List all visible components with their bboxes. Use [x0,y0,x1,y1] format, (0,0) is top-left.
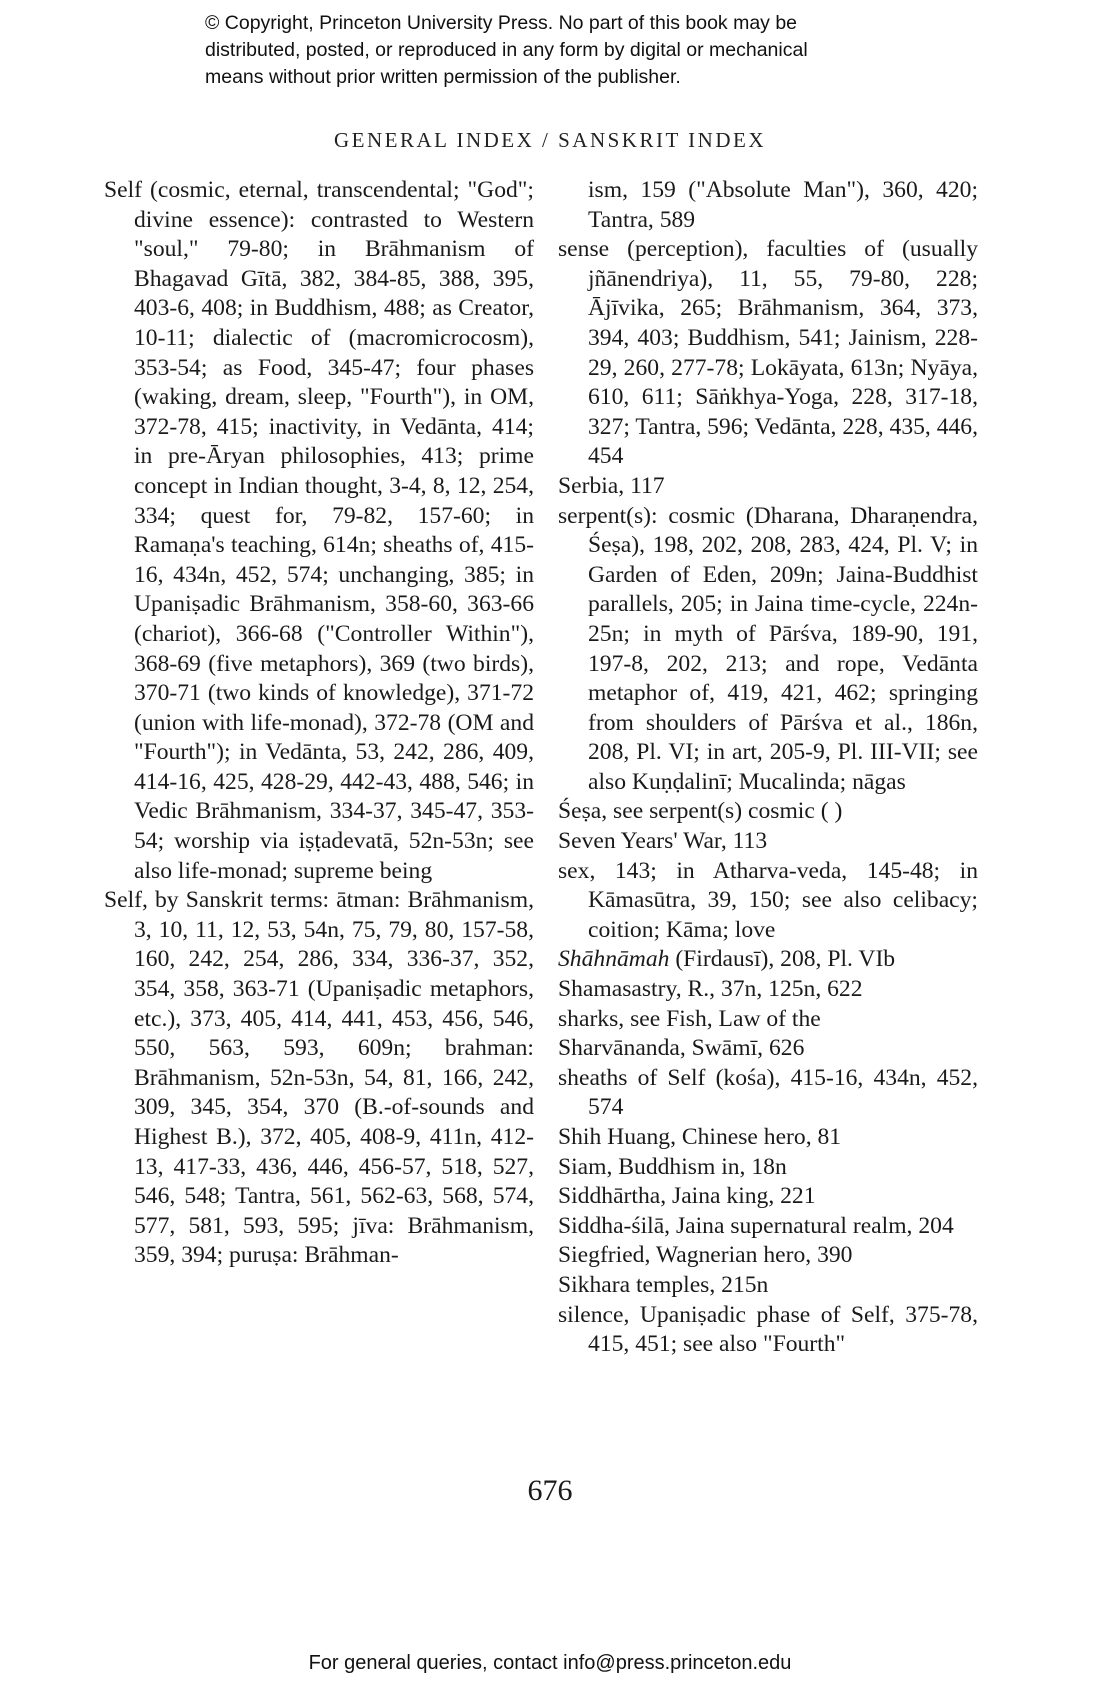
index-entry [558,472,978,502]
index-entry-text: Siddhārtha, Jaina king, 221 [558,1183,816,1210]
index-entry-text: Shamasastry, R., 37n, 125n, 622 [558,976,863,1003]
index-entry-text: Siegfried, Wagnerian hero, 390 [558,1242,853,1269]
index-entry-text: Shih Huang, Chinese hero, 81 [558,1124,842,1150]
copyright-notice [205,10,965,91]
index-entry-text: Siam, Buddhism in, 18n [558,1153,787,1180]
page-number: 676 [527,1474,573,1507]
index-entry [558,1123,978,1153]
index-entry [558,1034,978,1064]
index-entry-text: Self (cosmic, eternal, transcendental; "God"; divine essence): contrasted to Western "soul," 79-80; in Brāhmanism of Bhagavad Gītā, 382, 384-85, 388, 395, 403-6, 408; in Buddhism, 488; as Creator, 10-11; dialectic of (macromicrocosm), 353-54; as Food, 345-47; four phases (waking, dream, sleep, "Fourth"), in OM, 372-78, 415; inactivity, in Vedānta, 414; in pre-Āryan philosophies, 413; prime concept in Indian thought, 3-4, 8, 12, 254, 334; quest for, 79-82, 157-60; in Ramaṇa's teaching, 614n; sheaths of, 415-16, 434n, 452, 574; unchanging, 385; in Upaniṣadic Brāhmanism, 358-60, 363-66 (chariot), 366-68 ("Controller Within"), 368-69 (five metaphors), 369 (two birds), 370-71 (two kinds of knowledge), 371-72 (union with life-monad), 372-78 (OM and "Fourth"); in Vedānta, 53, 242, 286, 409, 414-16, 425, 428-29, 442-43, 488, 546; in Vedic Brāhmanism, 334-37, 345-47, 353-54; worship via iṣṭadevatā, 52n-53n; see also life-monad; supreme being [104,177,534,884]
index-entry-text: Self, by Sanskrit terms: ātman: Brāhmanism, 3, 10, 11, 12, 53, 54n, 75, 79, 80, 157-58, 160, 242, 254, 286, 334, 336-37, 352, 354, 358, 363-71 (Upaniṣadic metaphors, etc.), 373, 405, 414, 441, 453, 456, 546, 550, 563, 593, 609n; brahman: Brāhmanism, 52n-53n, 54, 81, 166, 242, 309, 345, 354, 370 (B.-of-sounds and Highest B.), 372, 405, 408-9, 411n, 412-13, 417-33, 436, 446, 456-57, 518, 527, 546, 548; Tantra, 561, 562-63, 568, 574, 577, 581, 593, 595; jīva: Brāhmanism, 359, 394; puruṣa: Brāhman- [104,887,534,1269]
index-entry-text: sheaths of Self (kośa), 415-16, 434n, 452, 574 [558,1064,978,1121]
index-entry-text: Sharvānanda, Swāmī, 626 [558,1035,805,1062]
footer-contact: For general queries, contact info@press.princeton.edu [308,1652,792,1674]
index-entry-text: (Firdausī), 208, Pl. VIb [669,946,896,973]
index-column-right [558,176,978,1360]
index-entry [558,827,978,857]
index-entry-term: Shāhnāmah [558,946,670,973]
index-entry-continuation [558,176,978,235]
index-entry [558,945,978,975]
index-entry-text: Serbia, 117 [558,472,665,499]
index-entry [558,502,978,798]
index-entry [558,1271,978,1301]
index-column-left [104,176,534,1271]
index-entry-text: sex, 143; in Atharva-veda, 145-48; in Kāmasūtra, 39, 150; see also celibacy; coition; Kāma; love [558,857,978,943]
index-entry-text: sharks, see Fish, Law of the [558,1005,821,1032]
copyright-line-2: distributed, posted, or reproduced in any form by digital or mechanical [205,39,808,61]
index-entry-text: silence, Upaniṣadic phase of Self, 375-78, 415, 451; see also "Fourth" [558,1301,978,1358]
index-entry [558,1005,978,1035]
copyright-line-1: © Copyright, Princeton University Press. No part of this book may be [205,12,798,34]
index-entry [558,975,978,1005]
index-entry-text: Seven Years' War, 113 [558,828,768,855]
index-entry-text: Sikhara temples, 215n [558,1271,769,1298]
index-entry [558,1241,978,1271]
index-entry [558,1153,978,1183]
index-entry [104,176,534,886]
index-entry [558,1212,978,1242]
index-entry-text: serpent(s): cosmic (Dharana, Dharaṇendra, Śeṣa), 198, 202, 208, 283, 424, Pl. V; in Garden of Eden, 209n; Jaina-Buddhist parallels, 205; in Jaina time-cycle, 224n-25n; in myth of Pārśva, 189-90, 191, 197-8, 202, 213; and rope, Vedānta metaphor of, 419, 421, 462; springing from shoulders of Pārśva et al., 186n, 208, Pl. VI; in art, 205-9, Pl. III-VII; see also Kuṇḍalinī; Mucalinda; nāgas [558,502,978,795]
index-entry-text: Siddha-śilā, Jaina supernatural realm, 204 [558,1212,954,1239]
index-entry [558,1064,978,1123]
index-entry-text: sense (perception), faculties of (usually jñānendriya), 11, 55, 79-80, 228; Ājīvika, 265; Brāhmanism, 364, 373, 394, 403; Buddhism, 541; Jainism, 228-29, 260, 277-78; Lokāyata, 613n; Nyāya, 610, 611; Sāṅkhya-Yoga, 228, 317-18, 327; Tantra, 596; Vedānta, 228, 435, 446, 454 [558,236,978,470]
running-head: GENERAL INDEX / SANSKRIT INDEX [334,128,766,152]
copyright-line-3: means without prior written permission of the publisher. [205,66,681,88]
index-entry [558,235,978,472]
index-entry [558,1182,978,1212]
index-entry [104,886,534,1271]
index-entry [558,857,978,946]
index-entry [558,797,978,827]
index-entry-text: Śeṣa, see serpent(s) cosmic ( ) [558,798,843,825]
index-entry-text: ism, 159 ("Absolute Man"), 360, 420; Tantra, 589 [588,177,978,233]
index-entry [558,1301,978,1360]
